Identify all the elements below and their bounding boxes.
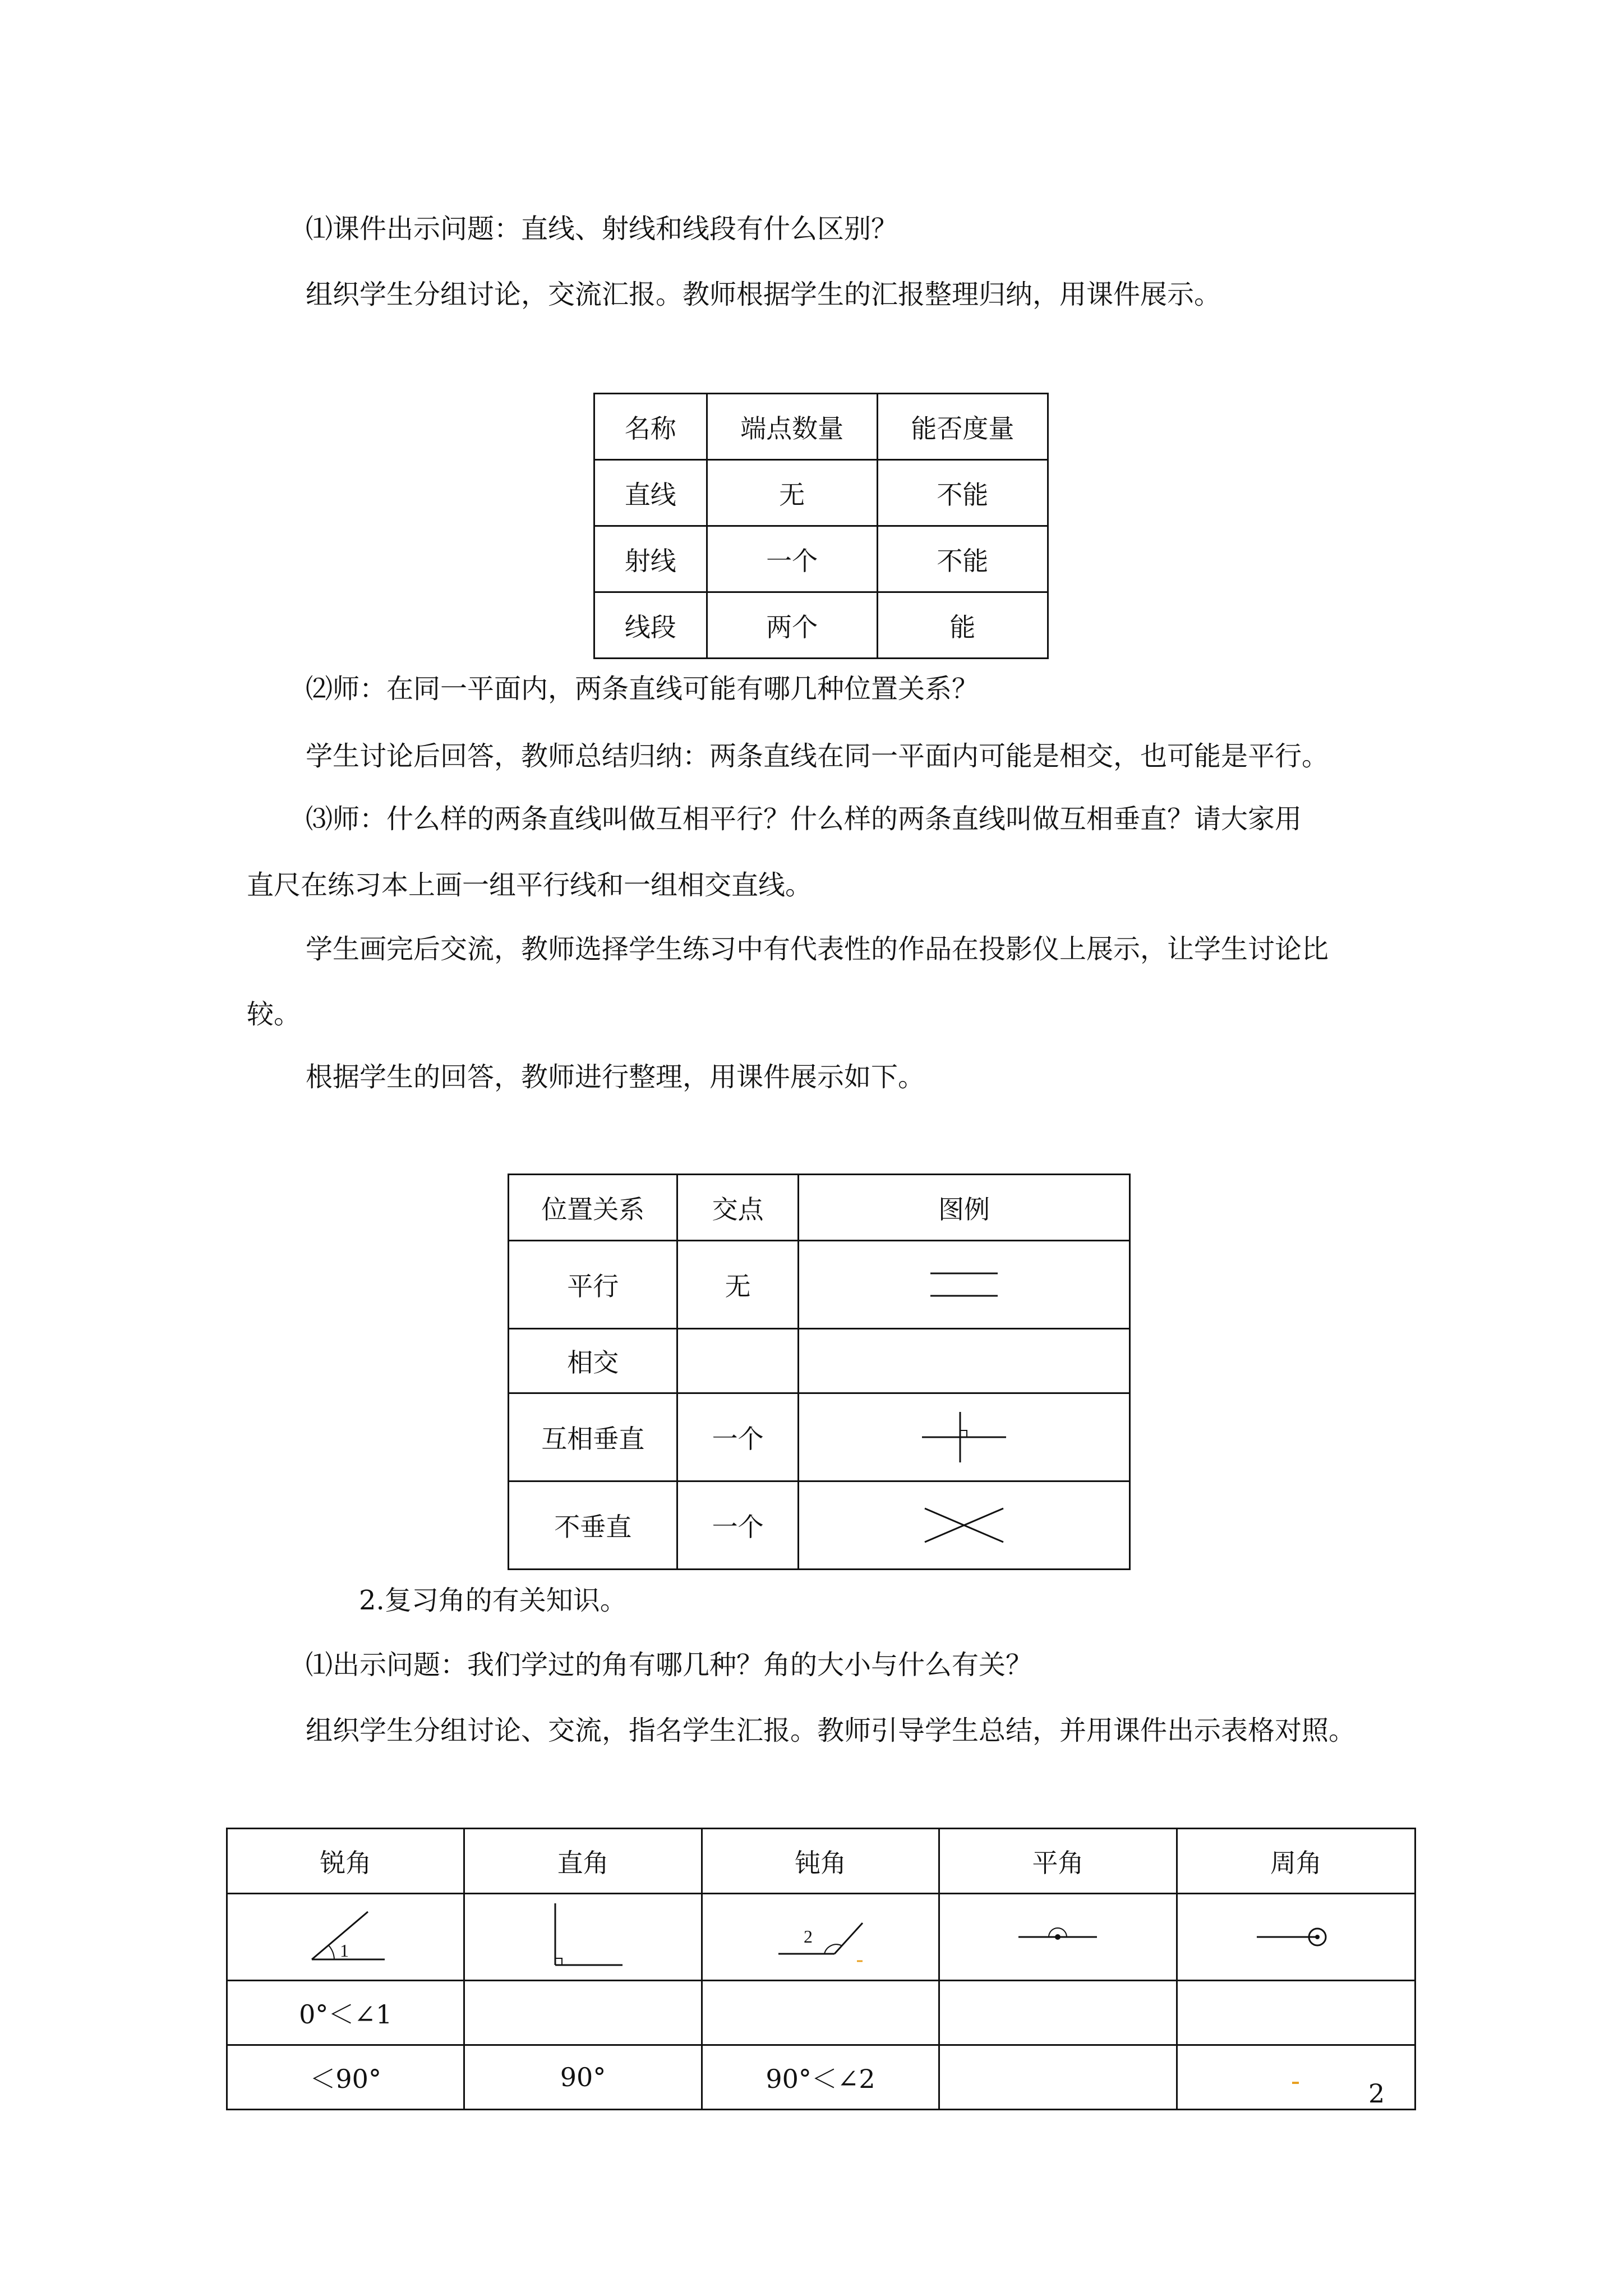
- table-header: 锐角: [227, 1829, 464, 1894]
- paragraph: ⑴出示问题：我们学过的角有哪几种？角的大小与什么有关？: [306, 1649, 1033, 1681]
- table-cell: 线段: [594, 592, 707, 659]
- angle-types-table: [226, 1828, 1416, 2110]
- table-cell: 互相垂直: [509, 1393, 677, 1481]
- table-header: 名称: [594, 394, 707, 460]
- table-cell: [939, 1981, 1177, 2045]
- table-cell: [702, 1981, 939, 2045]
- paragraph: 直尺在练习本上画一组平行线和一组相交直线。: [247, 869, 813, 901]
- table-cell: 能: [877, 592, 1048, 659]
- table-cell: 90°＜∠2: [702, 2045, 939, 2110]
- table-cell: [1177, 1981, 1415, 2045]
- right-angle-icon: [538, 1901, 628, 1973]
- acute-angle-figure: [227, 1894, 464, 1981]
- table-cell: 相交: [509, 1329, 677, 1393]
- paragraph: 组织学生分组讨论、交流，指名学生汇报。教师引导学生总结，并用课件出示表格对照。: [306, 1715, 1356, 1746]
- paragraph: 组织学生分组讨论，交流汇报。教师根据学生的汇报整理归纳，用课件展示。: [306, 279, 1221, 310]
- table-header: 交点: [677, 1175, 799, 1241]
- line-position-table: [508, 1174, 1131, 1570]
- table-cell: 无: [707, 460, 877, 526]
- section-heading: 2.复习角的有关知识。: [359, 1585, 627, 1616]
- table-cell: 不垂直: [509, 1481, 677, 1570]
- parallel-lines-figure: [798, 1241, 1129, 1329]
- table-header: 周角: [1177, 1829, 1415, 1894]
- straight-angle-figure: [939, 1894, 1177, 1981]
- paragraph: ⑵师：在同一平面内，两条直线可能有哪几种位置关系？: [306, 673, 979, 705]
- intersecting-lines-figure: [798, 1481, 1129, 1570]
- table-header: 直角: [464, 1829, 702, 1894]
- table-cell: 无: [677, 1241, 799, 1329]
- perpendicular-lines-figure: [798, 1393, 1129, 1481]
- mark-icon: [1288, 2066, 1304, 2088]
- full-angle-figure: [1177, 1894, 1415, 1981]
- table-header: 钝角: [702, 1829, 939, 1894]
- paragraph: ⑶师：什么样的两条直线叫做互相平行？什么样的两条直线叫做互相垂直？请大家用: [306, 803, 1302, 835]
- acute-angle-icon: [301, 1906, 390, 1968]
- paragraph: 学生画完后交流，教师选择学生练习中有代表性的作品在投影仪上展示，让学生讨论比: [306, 933, 1329, 965]
- table-header: 端点数量: [707, 394, 877, 460]
- straight-angle-icon: [1013, 1920, 1103, 1954]
- table-cell: 两个: [707, 592, 877, 659]
- paragraph: 根据学生的回答，教师进行整理，用课件展示如下。: [306, 1061, 925, 1093]
- table-cell: [464, 1981, 702, 2045]
- perpendicular-lines-icon: [916, 1409, 1012, 1465]
- table-header: 平角: [939, 1829, 1177, 1894]
- table-cell: [939, 2045, 1177, 2110]
- paragraph: 较。: [247, 999, 301, 1030]
- table-header: 能否度量: [877, 394, 1048, 460]
- table-cell: 不能: [877, 460, 1048, 526]
- intersecting-lines-icon: [919, 1500, 1009, 1550]
- line-comparison-table: [593, 393, 1049, 659]
- full-angle-icon: [1251, 1920, 1341, 1954]
- angle-label-1: 1: [340, 1940, 349, 1961]
- table-cell: 90°: [464, 2045, 702, 2110]
- table-cell: 一个: [707, 526, 877, 592]
- right-angle-figure: [464, 1894, 702, 1981]
- table-cell: 一个: [677, 1393, 799, 1481]
- angle-label-2: 2: [804, 1926, 813, 1947]
- table-cell: 不能: [877, 526, 1048, 592]
- table-header: 位置关系: [509, 1175, 677, 1241]
- page-number: 2: [1368, 2078, 1385, 2109]
- table-cell: 直线: [594, 460, 707, 526]
- table-cell: [677, 1329, 799, 1393]
- paragraph: ⑴课件出示问题：直线、射线和线段有什么区别？: [306, 213, 898, 245]
- table-cell: 射线: [594, 526, 707, 592]
- paragraph: 学生讨论后回答，教师总结归纳：两条直线在同一平面内可能是相交，也可能是平行。: [306, 740, 1329, 772]
- obtuse-angle-icon: [773, 1906, 868, 1968]
- parallel-lines-icon: [925, 1262, 1003, 1307]
- table-cell: 平行: [509, 1241, 677, 1329]
- table-cell: ＜90°: [227, 2045, 464, 2110]
- table-cell: 0°＜∠1: [227, 1981, 464, 2045]
- table-header: 图例: [798, 1175, 1129, 1241]
- obtuse-angle-figure: [702, 1894, 939, 1981]
- table-cell: [798, 1329, 1129, 1393]
- table-cell: 一个: [677, 1481, 799, 1570]
